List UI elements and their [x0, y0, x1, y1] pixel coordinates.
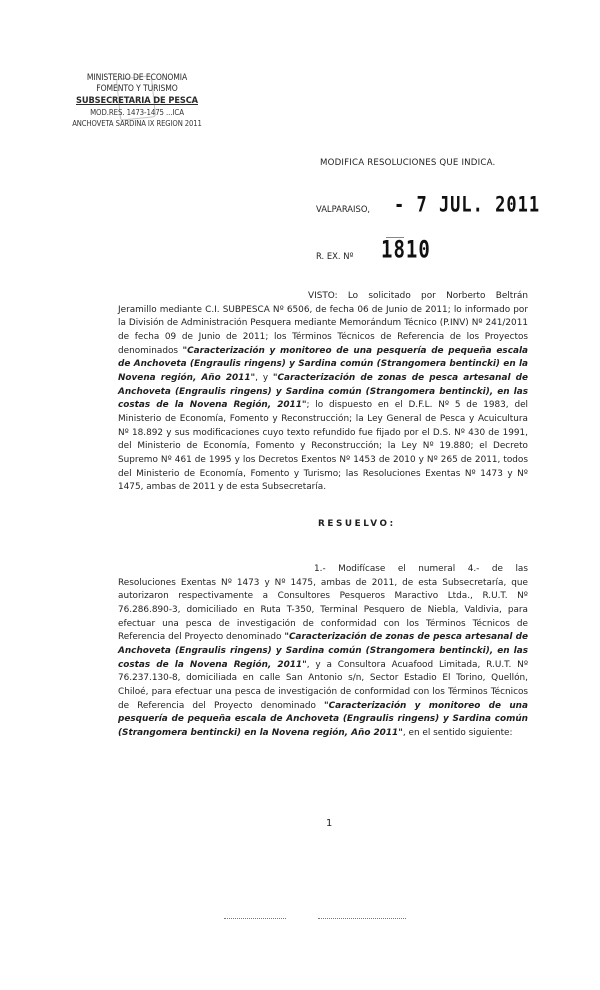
visto-label: VISTO:	[308, 291, 338, 301]
letterhead-ministry-line2: FOMENTO Y TURISMO	[96, 84, 178, 94]
rex-number: 1810	[381, 236, 431, 264]
visto-paragraph: VISTO: Lo solicitado por Norberto Beltrán Jeramillo mediante C.I. SUBPESCA Nº 6506, de fecha 06 de Junio de 2011; lo informado por la División de Administración Pesquera mediante Memorándum Técnico (P.INV) Nº 241/2011 de fecha 09 de Junio de 2011; los Términos Técnicos de Referencia de los Proyectos denominados "Caracterización y monitoreo de una pesquería de pequeña escala de Anchoveta (Engraulis ringens) y Sardina común (Strangomera bentincki) en la Novena región, Año 2011", y "Caracterización de zonas de pesca artesanal de Anchoveta (Engraulis ringens) y Sardina común (Strangomera bentincki), en las costas de la Novena Región, 2011"; lo dispuesto en el D.F.L. Nº 5 de 1983, del Ministerio de Economía, Fomento y Reconstrucción; la Ley General de Pesca y Acuicultura Nº 18.892 y sus modificaciones cuyo texto refundido fue fijado por el D.S. Nº 430 de 1991, del Ministerio de Economía, Fomento y Reconstrucción; la Ley Nº 19.880; el Decreto Supremo Nº 461 de 1995 y los Decretos Exentos Nº 1453 de 2010 y Nº 265 de 2011, todos del Ministerio de Economía, Fomento y Turismo; las Resoluciones Exentas Nº 1473 y Nº 1475, ambas de 2011 y de esta Subsecretaría.	[118, 291, 529, 493]
project-title: "Caracterización de zonas de pesca artesanal de Anchoveta (Engraulis ringens) y Sardina común (Strangomera bentincki), en las costas de la Novena Región, 2011"	[118, 632, 529, 670]
document-title: MODIFICA RESOLUCIONES QUE INDICA.	[320, 158, 496, 168]
letterhead-subsecretaria: SUBSECRETARIA DE PESCA	[76, 95, 198, 106]
resuelvo-heading: RESUELVO:	[318, 519, 396, 529]
letterhead-reference: MOD.RES. 1473-1475 ...ICA	[90, 108, 184, 117]
letterhead-topic: ANCHOVETA SARDINA IX REGION 2011	[72, 119, 202, 128]
place-label: VALPARAISO,	[316, 204, 371, 214]
footer-dotted-line	[224, 918, 286, 919]
page-number: 1	[326, 818, 333, 829]
project-title: "Caracterización de zonas de pesca artesanal de Anchoveta (Engraulis ringens) y Sardina común (Strangomera bentincki), en las costas de la Novena Región, 2011"	[118, 372, 529, 411]
letterhead-ministry: MINISTERIO DE ECONOMIA	[86, 73, 188, 83]
project-title: "Caracterización y monitoreo de una pesquería de pequeña escala de Anchoveta (Engraulis ringens) y Sardina común (Strangomera bentincki) en la Novena región, Año 2011"	[118, 345, 528, 383]
date-stamp: - 7 JUL. 2011	[394, 192, 541, 218]
seal-stamp	[116, 75, 156, 121]
rex-label: R. EX. Nº	[316, 251, 354, 261]
project-title: "Caracterización y monitoreo de una pesquería de pequeña escala de Anchoveta (Engraulis ringens) y Sardina común (Strangomera bentincki) en la Novena región, Año 2011"	[118, 700, 528, 738]
footer-dotted-line	[318, 918, 406, 919]
article-1-paragraph: 1.- Modifícase el numeral 4.- de las Resoluciones Exentas Nº 1473 y Nº 1475, ambas de 2011, de esta Subsecretaría, que autorizaron respectivamente a Consultores Pesqueros Maractivo Ltda., R.U.T. Nº 76.286.890-3, domiciliado en Ruta T-350, Terminal Pesquero de Niebla, Valdivia, para efectuar una pesca de investigación de conformidad con los Términos Técnicos de Referencia del Proyecto denominado "Caracterización de zonas de pesca artesanal de Anchoveta (Engraulis ringens) y Sardina común (Strangomera bentincki), en las costas de la Novena Región, 2011", y a Consultora Acuafood Limitada, R.U.T. Nº 76.237.130-8, domiciliada en calle San Antonio s/n, Sector Estadio El Torino, Quellón, Chiloé, para efectuar una pesca de investigación de conformidad con los Términos Técnicos de Referencia del Proyecto denominado "Caracterización y monitoreo de una pesquería de pequeña escala de Anchoveta (Engraulis ringens) y Sardina común (Strangomera bentincki) en la Novena región, Año 2011", en el sentido siguiente:	[118, 564, 529, 738]
